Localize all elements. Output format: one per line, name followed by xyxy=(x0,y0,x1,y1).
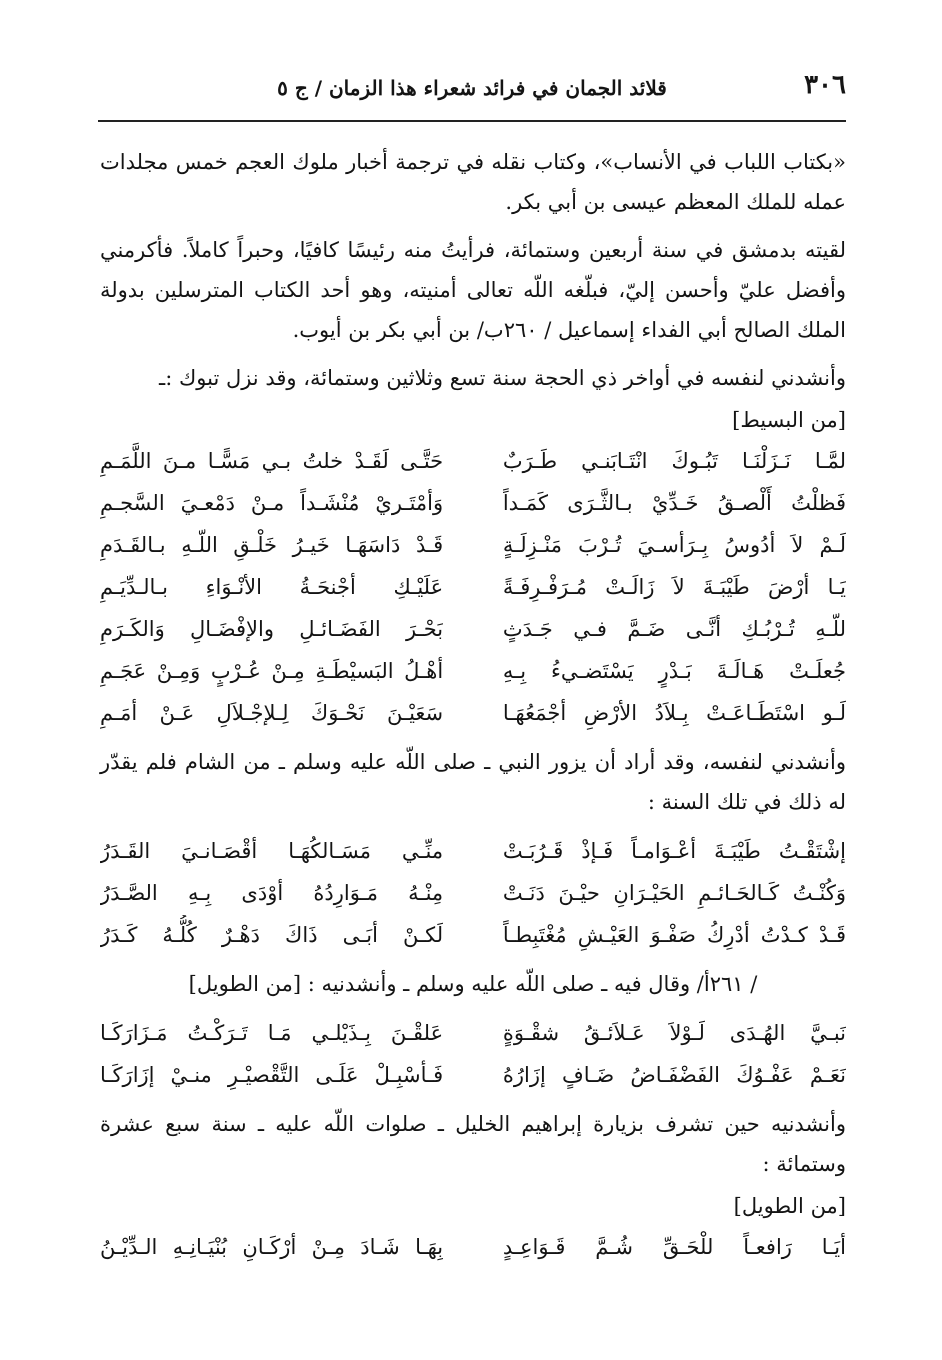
verse-line xyxy=(100,872,846,914)
meter-label: [من البسيط] xyxy=(732,408,846,432)
prose-paragraph: وأنشدني لنفسه في أواخر ذي الحجة سنة تسع وثلاثين وستمائة، وقد نزل تبوك :ـ xyxy=(159,366,846,390)
verse-second-hemistich: بَحْـرَ الفَضَـائـلِ والإفْضَـالِ وَالكَـرَمِ xyxy=(100,617,444,641)
meter-label: [من الطويل] xyxy=(733,1194,846,1218)
verse-line xyxy=(100,1226,846,1268)
verse-second-hemistich: بِهَـا شَـادَ مِـنْ أرْكَـانِ بُنْيَـانِـهِ الـدِّيْـنُ xyxy=(100,1235,444,1259)
verse-first-hemistich: نَعَـمْ عَفْـوُكَ الفَضْفَـاضُ ضَـافٍ إزَارُهُ xyxy=(502,1063,846,1087)
verse-line xyxy=(100,914,846,956)
prose-paragraph: لقيته بدمشق في سنة أربعين وستمائة، فرأيتُ منه رئيسًا كافيًا، وحبراً كاملاً. فأكرمني وأفضل عليّ وأحسن إليّ، فبلّغه اللّه تعالى أمنيته، وهو أحد الكتاب المترسلين بدولة الملك الصالح أبي الفداء إسماعيل / ٢٦٠ب/ بن أبي بكر بن أيوب. xyxy=(100,238,846,342)
verse-second-hemistich: مِنْـهُ مَـوَارِدُهُ أوْدَى بِـهِ الصَّـدَرُ xyxy=(100,881,444,905)
verse-second-hemistich: أهْـلُ البَسيْطَـةِ مِـنْ عُـرْبٍ وَمِـنْ عَجَـمِ xyxy=(100,659,444,683)
page-number: ٣٠٦ xyxy=(804,70,846,100)
prose-paragraph: وأنشدنيه حين تشرف بزيارة إبراهيم الخليل ـ صلوات اللّه عليه ـ سنة سبع عشرة وستمائة : xyxy=(100,1112,846,1176)
page-header xyxy=(98,66,846,122)
verse-line xyxy=(100,692,846,734)
verse-first-hemistich: لَـو اسْتَطَـاعَـتْ بِـلاَدُ الأرْضِ أجْمَعُهَـا xyxy=(502,701,846,725)
verse-line xyxy=(100,482,846,524)
poem xyxy=(100,830,846,956)
verse-line xyxy=(100,650,846,692)
verse-first-hemistich: إشْتَقْـتُ طَيْبَـةَ أعْـوَامـاً فَـإذْ قَـرُبَـتْ xyxy=(502,839,846,863)
verse-second-hemistich: عَلَيْـكِ أجْنحَـةُ الأنْـوَاءِ بـالـدِّيَـمِ xyxy=(100,575,444,599)
prose-paragraph: / ٢٦١أ/ وقال فيه ـ صلى اللّه عليه وسلم ـ وأنشدنيه : [من الطويل] xyxy=(188,972,758,996)
verse-second-hemistich: عَلقْـنَ بِـذَيْلـي مَـا تَـرَكْـتُ مَـزَارَكَـا xyxy=(100,1021,444,1045)
verse-line xyxy=(100,1054,846,1096)
verse-first-hemistich: فَظلْتُ أَلْصـقُ خَـدِّيْ بـالثَّـرَى كَمَـداً xyxy=(502,491,846,515)
verse-first-hemistich: جُعلَـتْ هَـالَـةَ بَـدْرٍ يَسْتَضـيءُ بِـهِ xyxy=(502,659,846,683)
header-rule xyxy=(98,120,846,122)
page-body xyxy=(100,142,846,1276)
verse-first-hemistich: يَـا أرْضَ طَيْبَـةَ لاَ زَالَـتْ مُـرَفْـرِفَـةً xyxy=(502,575,846,599)
verse-first-hemistich: لَـمْ لاَ أدُوسُ بِـرَأسـيَ تُـرْبَ مَنْـزِلَـةٍ xyxy=(502,533,846,557)
verse-line xyxy=(100,1012,846,1054)
verse-line xyxy=(100,608,846,650)
poem xyxy=(100,1226,846,1268)
poem xyxy=(100,1012,846,1096)
verse-first-hemistich: وَكُنْـتُ كَـالحَـائـمِ الحَيْـرَانِ حيْـنَ دَنَـتْ xyxy=(502,881,846,905)
verse-first-hemistich: لمَّـا نَـزَلْنَـا تَبُـوكَ انْتَـابَنـي طَـرَبٌ xyxy=(502,449,846,473)
poem xyxy=(100,440,846,734)
verse-second-hemistich: حَتَّـى لَقَـدْ خلتُ بـي مَسًّـا مـنَ اللَّمَـمِ xyxy=(100,449,444,473)
verse-first-hemistich: للّـهِ تُـرْبُـكِ أنَّـى ضَـمَّ فـي جَـدَثٍ xyxy=(502,617,846,641)
verse-second-hemistich: فَـأسْبِـلْ عَلَـى التَّقْصيْـرِ منـيْ إزَارَكَـا xyxy=(100,1063,444,1087)
verse-second-hemistich: وَأمْتَـريْ مُنْشَـداً مـنْ دَمْعـيَ السَّجـمِ xyxy=(100,491,444,515)
running-title: قلائد الجمان في فرائد شعراء هذا الزمان / ج ٥ xyxy=(277,76,667,100)
verse-second-hemistich: منِّـي مَسَـالكُهَـا أقْصَـانـيَ القَـدَرُ xyxy=(100,839,444,863)
verse-line xyxy=(100,440,846,482)
verse-line xyxy=(100,566,846,608)
verse-line xyxy=(100,524,846,566)
verse-second-hemistich: سَعَيْـنَ نَحْـوَكَ لِـلإجْـلاَلِ عَـنْ أمَـمِ xyxy=(100,701,444,725)
verse-second-hemistich: قَـدْ دَاسَهَـا خَيـرُ خَلْـقِ اللّـهِ بـالقَـدَمِ xyxy=(100,533,444,557)
verse-first-hemistich: قَـدْ كـدْتُ أدْرِكُ صَفْـوَ العَيْـشِ مُغْتَبِطـاً xyxy=(502,923,846,947)
verse-second-hemistich: لَكـنْ أبَـى ذَاكَ دَهْـرٌ كُلُّـهُ كَـدَرُ xyxy=(100,923,444,947)
verse-line xyxy=(100,830,846,872)
prose-paragraph: «بكتاب اللباب في الأنساب»، وكتاب نقله في ترجمة أخبار ملوك العجم خمس مجلدات عمله للملك المعظم عيسى بن أبي بكر. xyxy=(100,150,846,214)
verse-first-hemistich: أيَـا رَافعـاً للْحَـقِّ شُـمَّ قَـوَاعِـدٍ xyxy=(502,1235,846,1259)
prose-paragraph: وأنشدني لنفسه، وقد أراد أن يزور النبي ـ صلى اللّه عليه وسلم ـ من الشام فلم يقدّر له ذلك في تلك السنة : xyxy=(100,750,846,814)
verse-first-hemistich: نَبـيَّ الهُـدَى لَـوْلاَ عَـلاَئـقُ شقْـوَةٍ xyxy=(502,1021,846,1045)
